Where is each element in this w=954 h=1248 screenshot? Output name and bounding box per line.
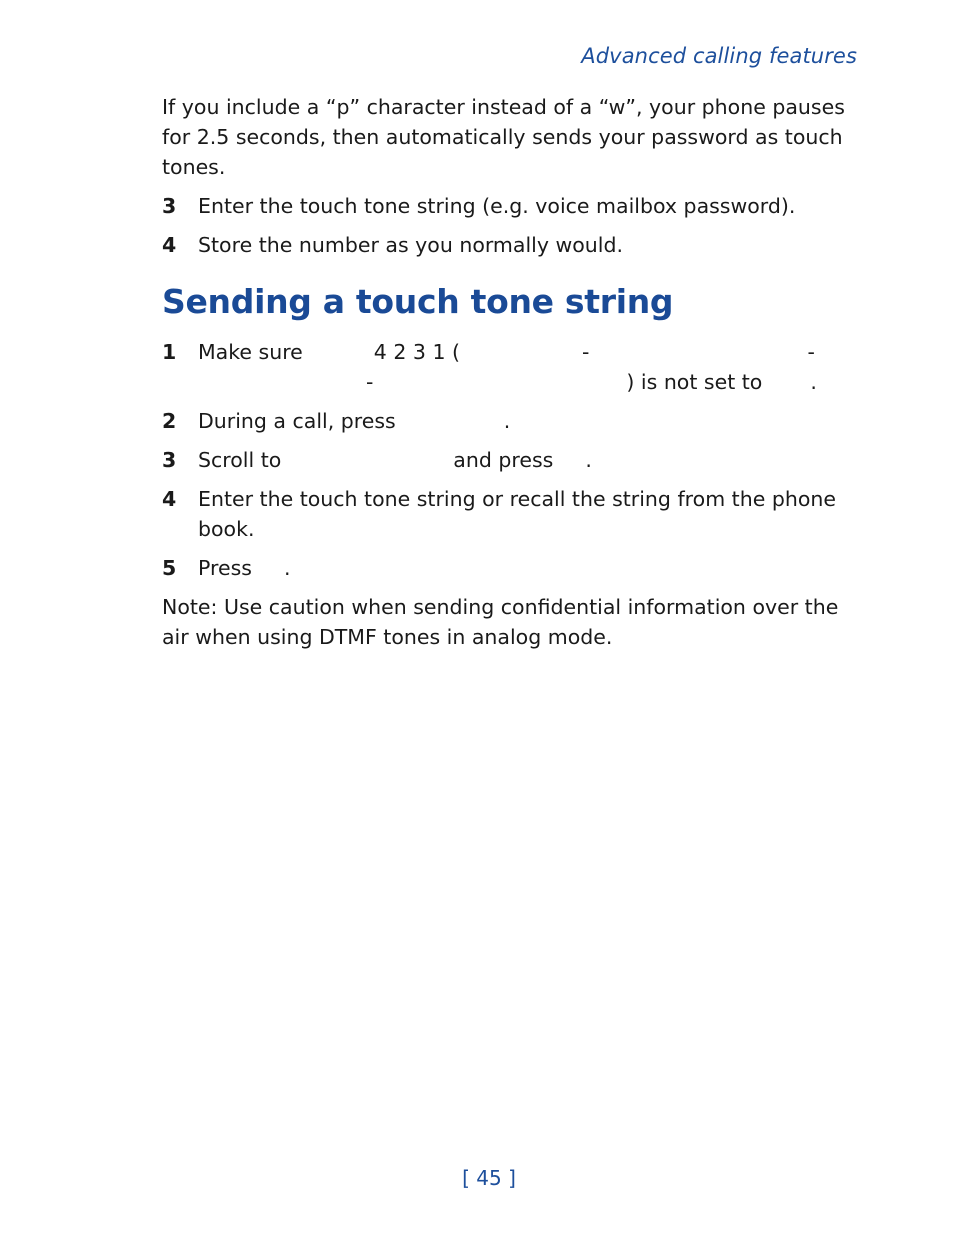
step-4: [162, 484, 862, 544]
separator: -: [366, 370, 374, 394]
page-number: [ 45 ]: [462, 1166, 516, 1190]
separator: -: [582, 340, 590, 364]
step-text-part: .: [585, 448, 592, 472]
menu-shortcut: 4 2 3 1 (: [373, 340, 461, 364]
running-header: Advanced calling features: [581, 44, 857, 68]
step-text: [198, 337, 862, 397]
step-number: 3: [162, 448, 177, 472]
step-text-part: Make sure: [198, 340, 303, 364]
step-number: 2: [162, 409, 177, 433]
step-text-part: .: [810, 370, 817, 394]
step-text-part: Scroll to: [198, 448, 282, 472]
step-4-top: [162, 230, 862, 260]
step-number: 5: [162, 556, 177, 580]
step-number: 4: [162, 233, 177, 257]
step-text-part: Press: [198, 556, 252, 580]
step-text-part: .: [503, 409, 511, 433]
step-number: 4: [162, 487, 177, 511]
step-5: [162, 553, 862, 583]
step-text: Store the number as you normally would.: [198, 233, 624, 257]
step-text: Enter the touch tone string or recall the string from the phone book.: [198, 487, 836, 541]
step-1: [162, 337, 862, 397]
step-text: Enter the touch tone string (e.g. voice mailbox password).: [198, 194, 796, 218]
step-3: [162, 445, 862, 475]
step-3-top: [162, 191, 862, 221]
step-text-part: During a call, press: [198, 409, 396, 433]
intro-paragraph: If you include a “p” character instead of a “w”, your phone pauses for 2.5 seconds, then automatically sends your password as touch tones.: [162, 95, 845, 179]
note-paragraph: Note: Use caution when sending confidential information over the air when using DTMF tones in analog mode.: [162, 595, 839, 649]
step-text-part: and press: [453, 448, 554, 472]
step-text-part: .: [283, 556, 291, 580]
separator: -: [807, 340, 815, 364]
section-heading: Sending a touch tone string: [162, 282, 674, 321]
step-2: [162, 406, 862, 436]
step-text-part: ) is not set to: [626, 370, 763, 394]
page-content: [162, 92, 862, 661]
step-number: 1: [162, 340, 177, 364]
step-number: 3: [162, 194, 177, 218]
